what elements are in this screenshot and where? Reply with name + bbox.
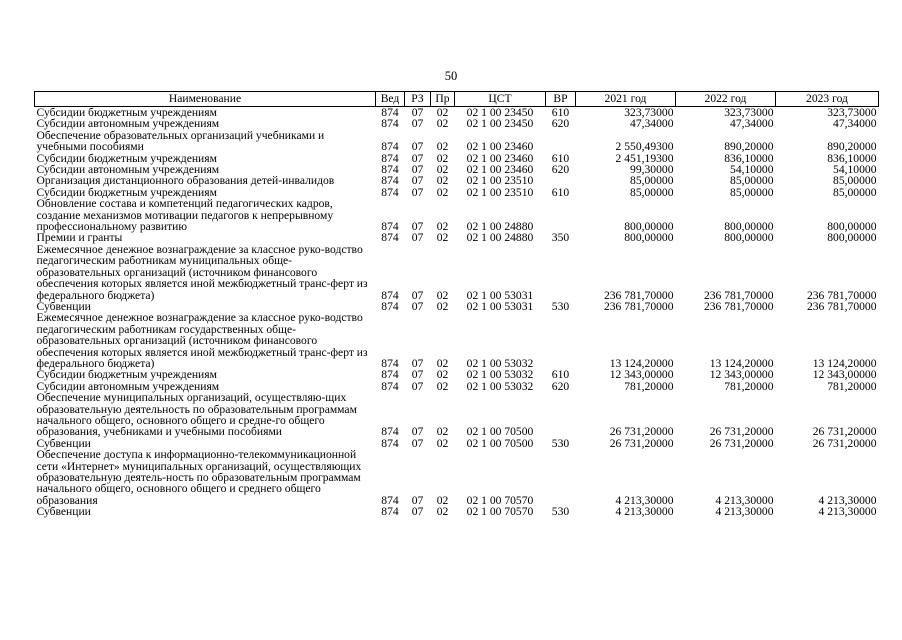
cell-cst: 02 1 00 53031 — [466, 299, 534, 313]
cell-name: Субвенции — [36, 436, 91, 450]
cell-pr: 02 — [436, 505, 449, 519]
cell-2022: 26 731,20000 — [709, 425, 774, 439]
cell-2023: 26 731,20000 — [812, 436, 877, 450]
cell-ved: 874 — [381, 185, 399, 199]
cell-vr: 530 — [551, 505, 570, 519]
cell-pr: 02 — [436, 151, 449, 165]
cell-vr — [546, 449, 576, 506]
cell-rz: 07 — [411, 174, 424, 188]
cell-vr — [546, 312, 576, 369]
cell-2021: 2 550,49300 — [615, 140, 674, 154]
cell-vr — [546, 244, 576, 301]
cell-2021: 99,30000 — [630, 163, 674, 177]
cell-ved: 874 — [381, 379, 399, 393]
cell-name: Обеспечение муниципальных организаций, осуществляю-щих образовательную деятельность по образовательным программам начального общего, основного общего и средне-го общего образования, учебниками и учебными пособиями — [36, 391, 357, 439]
cell-name: Обеспечение доступа к информационно-телекоммуникационной сети «Интернет» муниципальных организаций, осуществляющих образовательную деятель-ность по образовательным программам начального общего, основного общего и среднего общего образования — [36, 448, 362, 507]
cell-vr: 610 — [551, 106, 570, 119]
cell-2022: 85,00000 — [730, 174, 774, 188]
table-row — [35, 198, 879, 232]
cell-pr: 02 — [436, 299, 449, 313]
cell-cst: 02 1 00 24880 — [466, 231, 534, 245]
cell-cst: 02 1 00 70570 — [466, 493, 534, 507]
cell-2021: 47,34000 — [630, 117, 674, 131]
cell-name: Организация дистанционного образования детей-инвалидов — [36, 174, 335, 188]
cell-2021: 800,00000 — [624, 220, 674, 234]
cell-2022: 4 213,30000 — [715, 493, 774, 507]
header-name: Наименование — [35, 92, 376, 107]
cell-2022: 12 343,00000 — [709, 368, 774, 382]
cell-2023: 236 781,70000 — [806, 299, 877, 313]
cell-rz: 07 — [411, 356, 424, 370]
cell-ved: 874 — [381, 151, 399, 165]
budget-table — [34, 91, 879, 518]
cell-2021: 12 343,00000 — [609, 368, 674, 382]
cell-pr: 02 — [436, 231, 449, 245]
cell-cst: 02 1 00 23450 — [466, 117, 534, 131]
cell-name: Ежемесячное денежное вознаграждение за классное руко-водство педагогическим работникам государственных обще-образовательных организаций (источником финансового обеспечения которых является иной межбюджетный транс-ферт из федерального бюджета) — [36, 311, 368, 370]
cell-2022: 800,00000 — [724, 220, 774, 234]
cell-vr: 610 — [551, 151, 570, 165]
cell-2021: 26 731,20000 — [609, 425, 674, 439]
cell-2021: 13 124,20000 — [609, 356, 674, 370]
header-rz: РЗ — [405, 92, 431, 107]
cell-cst: 02 1 00 70500 — [466, 436, 534, 450]
table-row — [35, 130, 879, 153]
cell-pr: 02 — [436, 368, 449, 382]
cell-name: Субсидии бюджетным учреждениям — [36, 106, 217, 119]
cell-2022: 13 124,20000 — [709, 356, 774, 370]
cell-ved: 874 — [381, 106, 399, 119]
cell-2021: 2 451,19300 — [615, 151, 674, 165]
table-row — [35, 506, 879, 517]
cell-ved: 874 — [381, 117, 399, 131]
cell-ved: 874 — [381, 505, 399, 519]
cell-cst: 02 1 00 23460 — [466, 151, 534, 165]
cell-2023: 26 731,20000 — [812, 425, 877, 439]
cell-ved: 874 — [381, 425, 399, 439]
cell-pr: 02 — [436, 379, 449, 393]
cell-cst: 02 1 00 70570 — [466, 505, 534, 519]
cell-ved: 874 — [381, 231, 399, 245]
cell-2023: 836,10000 — [827, 151, 877, 165]
cell-pr: 02 — [436, 117, 449, 131]
header-2022: 2022 год — [676, 92, 776, 107]
cell-ved: 874 — [381, 288, 399, 302]
cell-pr: 02 — [436, 356, 449, 370]
cell-name: Субвенции — [36, 299, 91, 313]
cell-2021: 236 781,70000 — [603, 299, 674, 313]
cell-name: Субсидии бюджетным учреждениям — [36, 185, 217, 199]
cell-2021: 800,00000 — [624, 231, 674, 245]
header-cst: ЦСТ — [455, 92, 546, 107]
cell-2021: 85,00000 — [630, 185, 674, 199]
table-body — [35, 107, 879, 518]
cell-cst: 02 1 00 23510 — [466, 185, 534, 199]
cell-rz: 07 — [411, 231, 424, 245]
cell-2023: 4 213,30000 — [818, 505, 877, 519]
cell-cst: 02 1 00 53032 — [466, 368, 534, 382]
cell-ved: 874 — [381, 220, 399, 234]
cell-2021: 236 781,70000 — [603, 288, 674, 302]
cell-ved: 874 — [381, 299, 399, 313]
cell-rz: 07 — [411, 436, 424, 450]
cell-2023: 781,20000 — [827, 379, 877, 393]
cell-vr: 620 — [551, 163, 570, 177]
cell-vr: 610 — [551, 185, 570, 199]
table-header-row — [35, 92, 879, 107]
cell-pr: 02 — [436, 425, 449, 439]
cell-vr: 530 — [551, 299, 570, 313]
cell-2021: 26 731,20000 — [609, 436, 674, 450]
cell-2022: 800,00000 — [724, 231, 774, 245]
cell-2022: 4 213,30000 — [715, 505, 774, 519]
cell-2023: 85,00000 — [833, 174, 877, 188]
cell-2021: 4 213,30000 — [615, 505, 674, 519]
table-row — [35, 449, 879, 506]
cell-rz: 07 — [411, 299, 424, 313]
cell-rz: 07 — [411, 106, 424, 119]
cell-2023: 236 781,70000 — [806, 288, 877, 302]
cell-rz: 07 — [411, 117, 424, 131]
cell-2022: 781,20000 — [724, 379, 774, 393]
cell-pr: 02 — [436, 185, 449, 199]
cell-name: Субсидии бюджетным учреждениям — [36, 368, 217, 382]
cell-rz: 07 — [411, 185, 424, 199]
cell-name: Обеспечение образовательных организаций учебниками и учебными пособиями — [36, 128, 325, 154]
cell-2023: 323,73000 — [827, 106, 877, 119]
table-row — [35, 392, 879, 438]
cell-cst: 02 1 00 23460 — [466, 163, 534, 177]
cell-pr: 02 — [436, 220, 449, 234]
cell-rz: 07 — [411, 379, 424, 393]
cell-name: Обновление состава и компетенций педагогических кадров, создание механизмов мотивации педагогов к непрерывному профессиональному развитию — [36, 197, 334, 234]
cell-vr — [546, 392, 576, 438]
cell-pr: 02 — [436, 493, 449, 507]
header-2023: 2023 год — [776, 92, 879, 107]
cell-pr: 02 — [436, 163, 449, 177]
cell-2022: 85,00000 — [730, 185, 774, 199]
cell-2021: 4 213,30000 — [615, 493, 674, 507]
cell-rz: 07 — [411, 425, 424, 439]
cell-2022: 890,20000 — [724, 140, 774, 154]
cell-cst: 02 1 00 53032 — [466, 379, 534, 393]
table-row — [35, 312, 879, 369]
cell-vr: 350 — [551, 231, 570, 245]
cell-vr: 620 — [551, 117, 570, 131]
cell-2022: 54,10000 — [730, 163, 774, 177]
header-ved: Вед — [376, 92, 405, 107]
cell-rz: 07 — [411, 220, 424, 234]
cell-pr: 02 — [436, 436, 449, 450]
cell-2023: 12 343,00000 — [812, 368, 877, 382]
cell-name: Субсидии автономным учреждениям — [36, 117, 220, 131]
cell-2021: 85,00000 — [630, 174, 674, 188]
cell-pr: 02 — [436, 106, 449, 119]
header-2021: 2021 год — [576, 92, 676, 107]
cell-pr: 02 — [436, 140, 449, 154]
table-row — [35, 244, 879, 301]
cell-vr: 610 — [551, 368, 570, 382]
cell-name: Субсидии автономным учреждениям — [36, 379, 220, 393]
cell-2022: 26 731,20000 — [709, 436, 774, 450]
cell-rz: 07 — [411, 493, 424, 507]
cell-2023: 800,00000 — [827, 231, 877, 245]
cell-ved: 874 — [381, 163, 399, 177]
cell-name: Субвенции — [36, 505, 91, 519]
cell-2022: 236 781,70000 — [703, 288, 774, 302]
header-vr: ВР — [546, 92, 576, 107]
cell-rz: 07 — [411, 505, 424, 519]
cell-name: Ежемесячное денежное вознаграждение за классное руко-водство педагогическим работникам муниципальных обще-образовательных организаций (источником финансового обеспечения которых является иной межбюджетный транс-ферт из федерального бюджета) — [36, 242, 368, 302]
cell-cst: 02 1 00 23460 — [466, 140, 534, 154]
cell-2022: 323,73000 — [724, 106, 774, 119]
cell-ved: 874 — [381, 174, 399, 188]
cell-cst: 02 1 00 70500 — [466, 425, 534, 439]
cell-rz: 07 — [411, 151, 424, 165]
cell-pr: 02 — [436, 174, 449, 188]
cell-ved: 874 — [381, 356, 399, 370]
cell-cst: 02 1 00 23510 — [466, 174, 534, 188]
cell-ved: 874 — [381, 140, 399, 154]
cell-2021: 781,20000 — [624, 379, 674, 393]
cell-2023: 85,00000 — [833, 185, 877, 199]
cell-rz: 07 — [411, 368, 424, 382]
cell-cst: 02 1 00 53032 — [466, 356, 534, 370]
cell-2021: 323,73000 — [624, 106, 674, 119]
cell-2023: 4 213,30000 — [818, 493, 877, 507]
cell-ved: 874 — [381, 493, 399, 507]
cell-vr — [546, 198, 576, 232]
cell-2023: 54,10000 — [833, 163, 877, 177]
cell-name: Субсидии бюджетным учреждениям — [36, 151, 217, 165]
page-number: 50 — [444, 69, 458, 83]
cell-2023: 47,34000 — [833, 117, 877, 131]
cell-pr: 02 — [436, 288, 449, 302]
cell-2023: 890,20000 — [827, 140, 877, 154]
cell-cst: 02 1 00 24880 — [466, 220, 534, 234]
cell-2023: 13 124,20000 — [812, 356, 877, 370]
cell-ved: 874 — [381, 436, 399, 450]
cell-ved: 874 — [381, 368, 399, 382]
cell-2022: 836,10000 — [724, 151, 774, 165]
cell-rz: 07 — [411, 163, 424, 177]
cell-name: Субсидии автономным учреждениям — [36, 163, 220, 177]
cell-cst: 02 1 00 23450 — [466, 106, 534, 119]
cell-2022: 47,34000 — [730, 117, 774, 131]
cell-rz: 07 — [411, 288, 424, 302]
cell-cst: 02 1 00 53031 — [466, 288, 534, 302]
cell-vr: 530 — [551, 436, 570, 450]
header-pr: Пр — [431, 92, 455, 107]
cell-vr — [546, 130, 576, 153]
cell-2023: 800,00000 — [827, 220, 877, 234]
cell-vr: 620 — [551, 379, 570, 393]
cell-name: Премии и гранты — [36, 231, 123, 245]
cell-rz: 07 — [411, 140, 424, 154]
cell-2022: 236 781,70000 — [703, 299, 774, 313]
